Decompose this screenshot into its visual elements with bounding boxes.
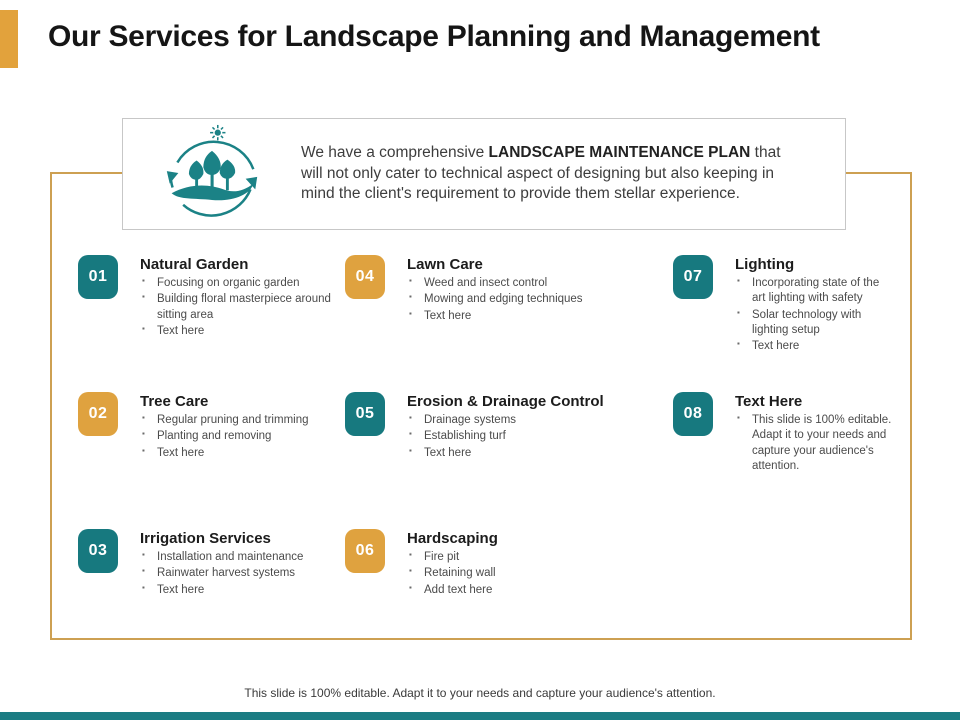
service-bullet: ▪ This slide is 100% editable. Adapt it to your needs and capture your audience's attention. xyxy=(735,413,893,474)
intro-box xyxy=(122,118,846,230)
service-number-badge: 07 xyxy=(673,255,713,299)
service-bullet: ▪ Mowing and edging techniques xyxy=(407,292,629,307)
service-title: Natural Garden xyxy=(140,256,249,273)
service-bullets xyxy=(735,276,893,354)
service-item-hardscaping xyxy=(345,529,629,599)
service-bullets xyxy=(407,413,629,461)
page-title: Our Services for Landscape Planning and Management xyxy=(48,20,820,53)
service-bullet: ▪ Drainage systems xyxy=(407,413,629,428)
service-title: Lawn Care xyxy=(407,256,483,273)
service-bullet: ▪ Installation and maintenance xyxy=(140,550,332,565)
service-item-natural-garden xyxy=(78,255,332,340)
service-title: Tree Care xyxy=(140,393,209,410)
service-bullet: ▪ Retaining wall xyxy=(407,566,629,581)
service-bullet: ▪ Text here xyxy=(140,446,332,461)
service-title: Erosion & Drainage Control xyxy=(407,393,604,410)
service-bullet: ▪ Regular pruning and trimming xyxy=(140,413,332,428)
service-number-badge: 01 xyxy=(78,255,118,299)
service-bullet: ▪ Text here xyxy=(140,583,332,598)
service-bullets xyxy=(407,550,629,598)
bottom-accent-bar xyxy=(0,712,960,720)
service-number-badge: 04 xyxy=(345,255,385,299)
service-item-lawn-care xyxy=(345,255,629,325)
service-bullet: ▪ Text here xyxy=(407,309,629,324)
intro-paragraph xyxy=(301,143,806,205)
service-title: Lighting xyxy=(735,256,795,273)
service-number-badge: 02 xyxy=(78,392,118,436)
intro-text-suffix: that will not only cater to technical aspect of designing but also keeping in mind the client's requirement to provide them stellar experience. xyxy=(301,143,781,203)
landscape-logo-icon xyxy=(123,124,301,224)
service-title: Irrigation Services xyxy=(140,530,271,547)
service-item-text-here xyxy=(673,392,893,475)
service-bullets xyxy=(140,413,332,461)
service-item-tree-care xyxy=(78,392,332,462)
service-bullets xyxy=(407,276,629,324)
service-bullet: ▪ Building floral masterpiece around sitting area xyxy=(140,292,332,323)
service-bullet: ▪ Text here xyxy=(140,324,332,339)
service-bullet: ▪ Focusing on organic garden xyxy=(140,276,332,291)
service-bullets xyxy=(735,413,893,474)
service-bullet: ▪ Fire pit xyxy=(407,550,629,565)
service-bullets xyxy=(140,550,332,598)
service-bullet: ▪ Establishing turf xyxy=(407,429,629,444)
service-item-lighting xyxy=(673,255,893,355)
service-bullet: ▪ Rainwater harvest systems xyxy=(140,566,332,581)
intro-text-highlight: LANDSCAPE MAINTENANCE PLAN xyxy=(488,143,751,161)
title-accent-bar xyxy=(0,10,18,68)
service-bullet: ▪ Weed and insect control xyxy=(407,276,629,291)
service-number-badge: 06 xyxy=(345,529,385,573)
service-bullet: ▪ Add text here xyxy=(407,583,629,598)
service-number-badge: 05 xyxy=(345,392,385,436)
service-title: Text Here xyxy=(735,393,803,410)
service-bullets xyxy=(140,276,332,339)
service-number-badge: 03 xyxy=(78,529,118,573)
service-bullet: ▪ Text here xyxy=(735,339,893,354)
service-item-erosion-drainage xyxy=(345,392,629,462)
footer-note: This slide is 100% editable. Adapt it to your needs and capture your audience's attention. xyxy=(244,686,716,700)
service-number-badge: 08 xyxy=(673,392,713,436)
service-title: Hardscaping xyxy=(407,530,498,547)
intro-text-prefix: We have a comprehensive xyxy=(301,143,489,161)
service-item-irrigation-services xyxy=(78,529,332,599)
service-bullet: ▪ Planting and removing xyxy=(140,429,332,444)
service-bullet: ▪ Solar technology with lighting setup xyxy=(735,308,893,339)
service-bullet: ▪ Incorporating state of the art lighting with safety xyxy=(735,276,893,307)
service-bullet: ▪ Text here xyxy=(407,446,629,461)
